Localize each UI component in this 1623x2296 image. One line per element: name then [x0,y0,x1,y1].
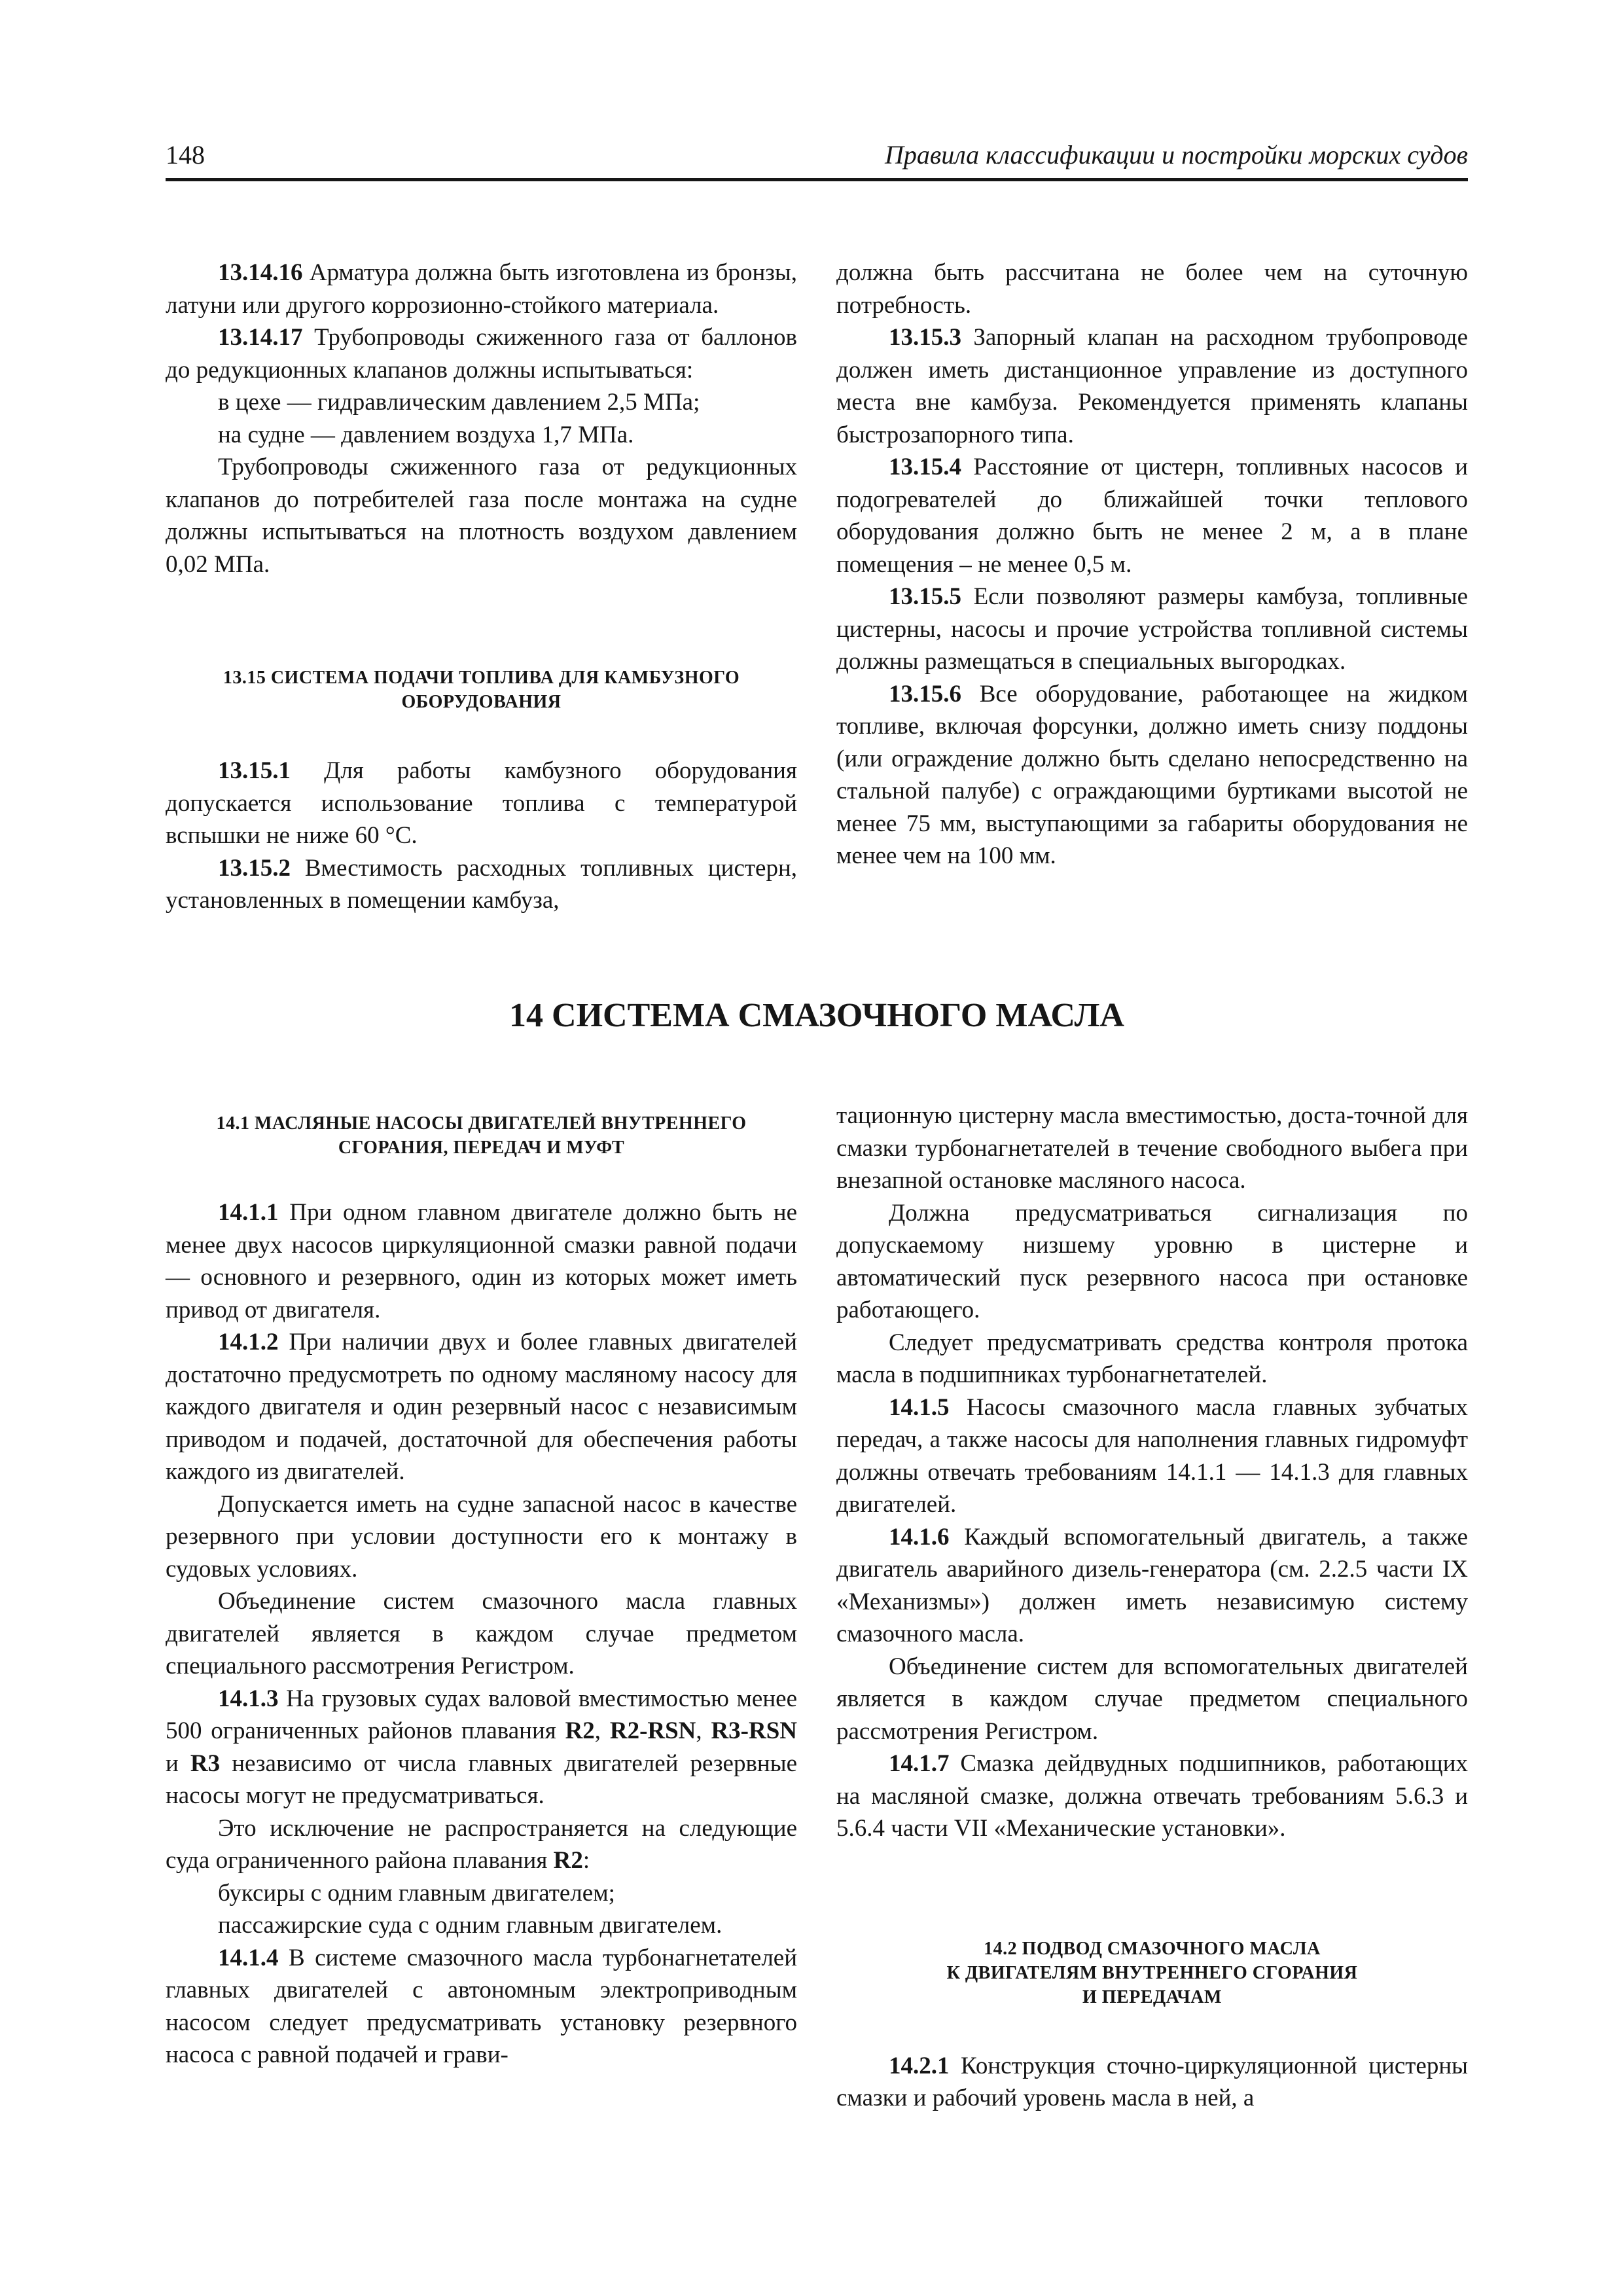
paragraph-text: Объединение систем смазочного масла главных двигателей является в каждом случае предметом специального рассмотрения Регистром. [166,1588,797,1679]
clause-number: 14.1.6 [889,1523,950,1551]
paragraph-text: пассажирские суда с одним главным двигателем. [218,1912,722,1939]
paragraph-13-14-17 [166,321,797,386]
paragraph-13-15-6 [836,678,1468,872]
clause-number: 13.15.5 [889,583,961,610]
paragraph-text: Допускается иметь на судне запасной насос в качестве резервного при условии доступности его к монтажу в судовых условиях. [166,1490,797,1583]
paragraph-13-15-2 [166,852,797,917]
top-right-column [836,257,1468,872]
paragraph-13-14-16 [166,257,797,321]
paragraph-text: При наличии двух и более главных двигателей достаточно предусмотреть по одному масляному насосу для каждого двигателя и один резервный насос с независимым приводом и подачей, достаточной для обеспечения работы каждого из двигателей. [166,1329,797,1485]
clause-number: 14.1.1 [218,1199,279,1226]
paragraph-text: Запорный клапан на расходном трубопроводе должен иметь дистанционное управление из доступного места вне камбуза. Рекомендуется применять клапаны быстрозапорного типа. [836,324,1469,448]
punctuation: , [594,1717,601,1744]
clause-number: 13.15.4 [889,454,961,480]
paragraph-14-1-7 [836,1748,1468,1845]
paragraph-14-2-1 [836,2050,1468,2115]
section-heading-line: СГОРАНИЯ, ПЕРЕДАЧ И МУФТ [338,1138,625,1158]
section-heading-line: 14.2 ПОДВОД СМАЗОЧНОГО МАСЛА [984,1938,1321,1959]
navigation-area-code: R3-RSN [711,1717,798,1744]
section-heading-line: 13.15 СИСТЕМА ПОДАЧИ ТОПЛИВА ДЛЯ КАМБУЗНОГО [223,668,740,688]
paragraph-14-1-4 [166,1942,797,2072]
paragraph-text: Все оборудование, работающее на жидком топливе, включая форсунки, должно иметь снизу поддоны (или ограждение должно быть сделано непосредственно на стальной палубе) с ограждающими буртиками высотой не менее 75 мм, выступающими за габариты оборудования не менее чем на 100 мм. [836,680,1468,869]
paragraph-text: Это исключение не распространяется на следующие суда ограниченного района плавания [166,1814,797,1874]
paragraph-text: Объединение систем для вспомогательных двигателей является в каждом случае предметом специального рассмотрения Регистром. [836,1653,1468,1745]
clause-number: 14.1.2 [218,1329,279,1355]
clause-number: 14.2.1 [889,2052,950,2079]
paragraph-text: Следует предусматривать средства контроля протока масла в подшипниках турбонагнетателей. [836,1329,1468,1388]
paragraph-14-1-2 [166,1326,797,1488]
paragraph-text: Для работы камбузного оборудования допускается использование топлива с температурой вспышки не ниже 60 °С. [166,757,797,849]
navigation-area-code: R2 [553,1847,583,1874]
clause-number: 14.1.3 [218,1685,279,1712]
paragraph-13-15-5 [836,581,1468,678]
clause-number: 13.14.17 [218,324,303,351]
paragraph-14-1-3 [166,1683,797,1812]
section-heading-line: ОБОРУДОВАНИЯ [401,692,562,712]
page-header [166,139,1468,179]
paragraph-13-15-1 [166,755,797,852]
paragraph-13-15-3 [836,321,1468,451]
paragraph-text: Смазка дейдвудных подшипников, работающих на масляной смазке, должна отвечать требованиям 5.6.3 и 5.6.4 части VII «Механические установки». [836,1750,1468,1842]
paragraph-text: должна быть рассчитана не более чем на суточную потребность. [836,259,1468,319]
bottom-right-column [836,1100,1468,2115]
clause-number: 13.15.6 [889,680,961,708]
paragraph-text: Расстояние от цистерн, топливных насосов и подогревателей до ближайшей точки теплового оборудования должно быть не менее 2 м, а в плане помещения – не менее 0,5 м. [836,454,1468,578]
paragraph-text: независимо от числа главных двигателей резервные насосы могут не предусматриваться. [166,1749,797,1809]
navigation-area-code: R2 [565,1717,595,1744]
paragraph-13-15-4 [836,451,1468,581]
paragraph-text: в цехе — гидравлическим давлением 2,5 МПа; [218,389,700,416]
running-title: Правила классификации и постройки морских судов [884,140,1468,170]
clause-number: 14.1.4 [218,1944,279,1971]
section-heading-13-15 [166,666,797,714]
section-heading-14-2 [836,1937,1468,2009]
section-heading-line: И ПЕРЕДАЧАМ [1082,1986,1222,2007]
paragraph-text: на судне — давлением воздуха 1,7 МПа. [218,421,634,448]
top-left-column [166,257,797,917]
paragraph-text: При одном главном двигателе должно быть не менее двух насосов циркуляционной смазки равной подачи — основного и резервного, один из которых может иметь привод от двигателя. [166,1199,797,1323]
paragraph-exception [166,1812,797,1877]
clause-number: 13.15.1 [218,757,291,784]
clause-number: 14.1.5 [889,1393,950,1421]
clause-number: 13.14.16 [218,259,303,286]
section-heading-line: К ДВИГАТЕЛЯМ ВНУТРЕННЕГО СГОРАНИЯ [946,1962,1358,1983]
paragraph-text: Насосы смазочного масла главных зубчатых передач, а также насосы для наполнения главных гидромуфт должны отвечать требованиям 14.1.1 — 14.1.3 для главных двигателей. [836,1393,1468,1518]
clause-number: 13.15.2 [218,854,291,882]
paragraph-text: В системе смазочного масла турбонагнетателей главных двигателей с автономным электроприводным насосом следует предусматривать установку резервного насоса с равной подачей и грави- [166,1944,798,2068]
paragraph-14-1-6 [836,1521,1468,1651]
paragraph-text: Каждый вспомогательный двигатель, а также двигатель аварийного дизель-генератора (см. 2.2.5 части IX «Механизмы») должен иметь независимую систему смазочного масла. [836,1523,1468,1647]
paragraph-text: Трубопроводы сжиженного газа от баллонов до редукционных клапанов должны испытываться: [166,324,797,384]
paragraph-14-1-5 [836,1391,1468,1521]
header-rule [166,178,1468,181]
paragraph-text: буксиры с одним главным двигателем; [218,1879,615,1907]
conjunction: и [166,1749,179,1777]
paragraph-text: Трубопроводы сжиженного газа от редукционных клапанов до потребителей газа после монтажа на судне должны испытываться на плотность воздухом давлением 0,02 МПа. [166,454,797,578]
paragraph-text: Конструкция сточно-циркуляционной цистерны смазки и рабочий уровень масла в ней, а [836,2052,1468,2111]
navigation-area-code: R3 [190,1749,221,1777]
page-number: 148 [166,140,205,170]
punctuation: , [696,1717,702,1744]
paragraph-text: Если позволяют размеры камбуза, топливные цистерны, насосы и прочие устройства топливной системы должны размещаться в специальных выгородках. [836,583,1468,675]
paragraph-text: Вместимость расходных топливных цистерн, установленных в помещении камбуза, [166,854,798,914]
paragraph-text: Должна предусматриваться сигнализация по допускаемому низшему уровню в цистерне и автоматический пуск резервного насоса при остановке работающего. [836,1199,1468,1323]
paragraph-14-1-1 [166,1196,797,1326]
section-heading-line: 14.1 МАСЛЯНЫЕ НАСОСЫ ДВИГАТЕЛЕЙ ВНУТРЕННЕГО [216,1113,747,1134]
chapter-title: 14 СИСТЕМА СМАЗОЧНОГО МАСЛА [509,997,1124,1034]
navigation-area-code: R2-RSN [609,1717,696,1744]
bottom-left-column [166,1111,797,2072]
clause-number: 14.1.7 [889,1750,950,1777]
section-heading-14-1 [166,1111,797,1160]
paragraph-text: Арматура должна быть изготовлена из бронзы, латуни или другого коррозионно-стойкого материала. [166,259,797,319]
punctuation: : [582,1847,590,1874]
paragraph-text: тационную цистерну масла вместимостью, доста-точной для смазки турбонагнетателей в течение свободного выбега при внезапной остановке масляного насоса. [836,1102,1468,1194]
clause-number: 13.15.3 [889,324,961,351]
paragraph-text: На грузовых судах валовой вместимостью менее 500 ограниченных районов плавания [166,1685,797,1744]
